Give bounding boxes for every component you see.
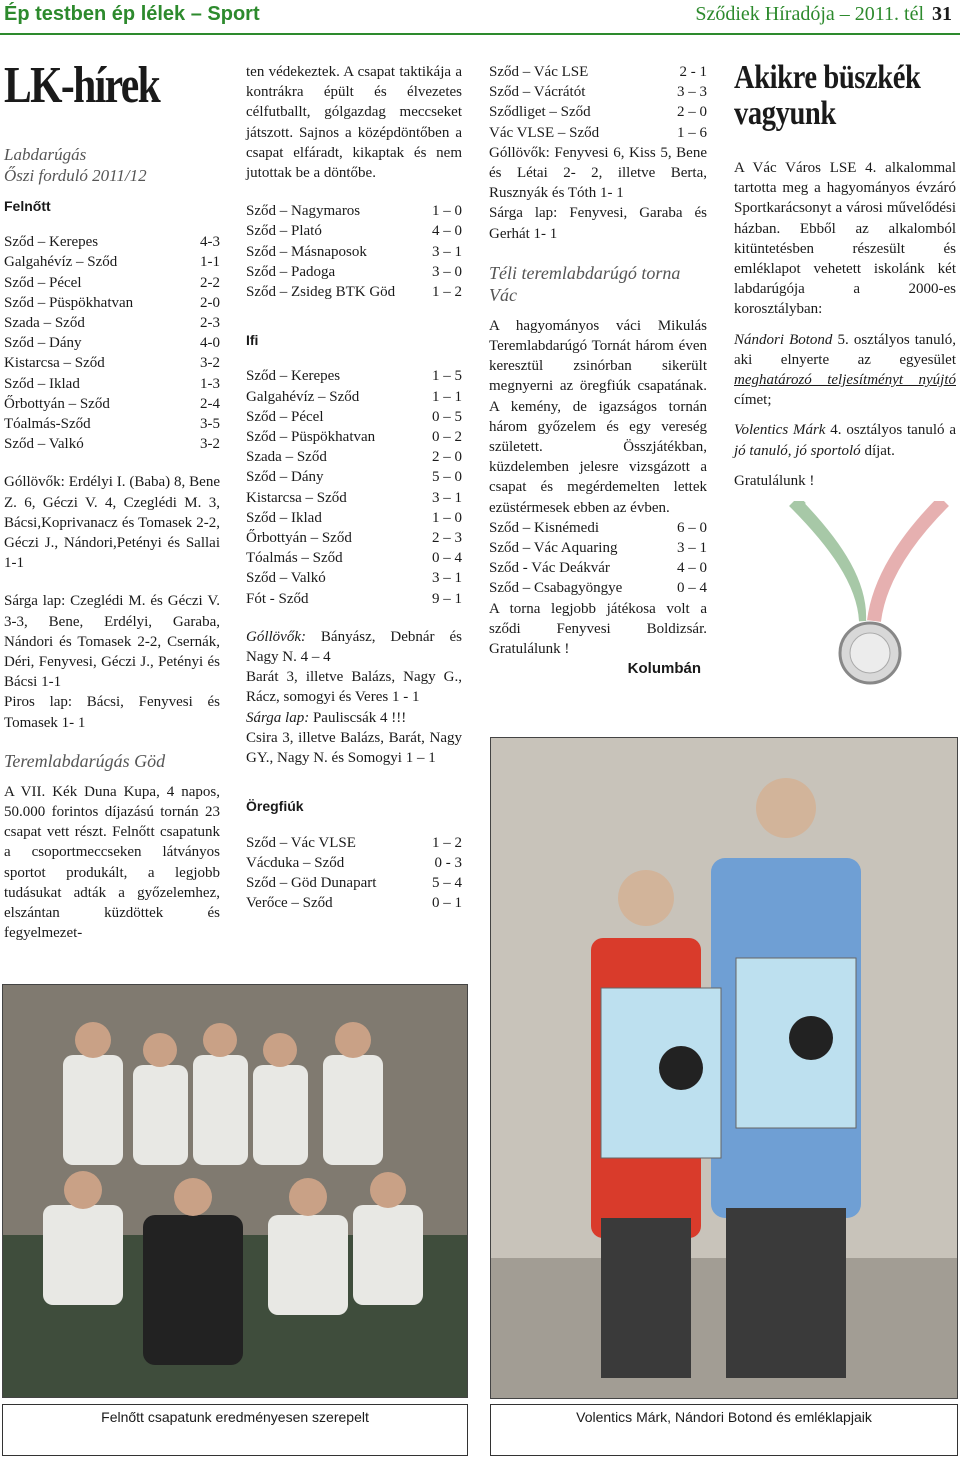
result-row	[246, 427, 462, 447]
adult-scorers: Góllövők: Erdélyi I. (Baba) 8, Bene Z. 6, Géczi V. 4, Czeglédi M. 3, Bácsi,Koprivanacz és Tomasek 2-2, Géczi J., Nándori,Petényi és Sallai 1-1	[4, 474, 220, 572]
result-row	[489, 102, 707, 122]
result-row	[4, 394, 220, 414]
result-score: 1 – 1	[432, 388, 462, 405]
result-score: 9 – 1	[432, 590, 462, 607]
result-row	[246, 467, 462, 487]
team-photo	[2, 984, 468, 1398]
result-match: Kistarcsa – Sződ	[246, 489, 347, 506]
result-match: Vác VLSE – Sződ	[489, 124, 600, 141]
result-score: 3-5	[200, 416, 220, 433]
indoor-title: Teremlabdarúgás Göd	[4, 750, 166, 771]
result-score: 5 – 4	[432, 874, 462, 891]
result-match: Őrbottyán – Sződ	[4, 395, 110, 412]
result-match: Sződ – Zsideg BTK Göd	[246, 284, 396, 301]
result-match: Sződ – Kerepes	[246, 368, 341, 385]
article-title: LK-hírek	[4, 57, 160, 114]
result-row	[4, 333, 220, 353]
result-score: 3-2	[200, 436, 220, 453]
result-match: Sződ – Iklad	[4, 375, 80, 392]
result-score: 0 – 2	[432, 429, 462, 446]
result-match: Sződ – Vác LSE	[489, 64, 589, 80]
adult-red-cards: Piros lap: Bácsi, Fenyvesi és Tomasek 1- 1	[4, 694, 220, 731]
result-match: Sződ – Nagymaros	[246, 203, 361, 220]
ifi-yellow-2: Csira 3, illetve Balázs, Barát, Nagy GY., Nagy N. és Somogyi 1 – 1	[246, 729, 462, 767]
old-boys-yellow: Sárga lap: Fenyvesi, Garaba és Gerhát 1- 1	[489, 205, 707, 242]
result-match: Sződ – Vácrátót	[489, 84, 586, 101]
result-row	[246, 853, 462, 873]
caption-team-photo: Felnőtt csapatunk eredményesen szerepelt	[2, 1404, 468, 1456]
result-score: 3 – 1	[432, 243, 462, 260]
old-boys-results-cont	[489, 62, 707, 143]
result-score: 2 – 3	[432, 530, 462, 547]
tournament-text: A hagyományos váci Mikulás Teremlabdarúgó Tornát három éven keresztül zsinórban sikerült megnyerni az öregfiúk csapatának. A kemény, de igazságos tornán három győzelem és egy vereség született. Összjátékban, küzdelemben jelesre vizsgázott a csapat és megérdemelten lettek ezüstérmesek ebben az évben.	[489, 317, 707, 516]
publication-title: Sződiek Híradója – 2011. tél	[695, 3, 924, 25]
result-score: 2 – 0	[677, 104, 707, 121]
result-match: Tóalmás – Sződ	[246, 550, 343, 567]
old-boys-results-list	[246, 833, 462, 914]
result-match: Sződ – Kerepes	[4, 234, 99, 251]
result-match: Galgahévíz – Sződ	[4, 254, 118, 271]
result-score: 4-0	[200, 335, 220, 352]
caption-award-photo: Volentics Márk, Nándori Botond és emléklapjaik	[490, 1404, 958, 1456]
result-row	[246, 387, 462, 407]
section-adult: Felnőtt	[4, 198, 51, 214]
indoor-text: A VII. Kék Duna Kupa, 4 napos, 50.000 forintos díjazású tornán 23 csapat vett részt. Felnőtt csapatunk a csoportmeccseken látványos sportot produkált, a legjobb tudásukat adták a győzelemhez, elszántan küzdöttek és fegyelmezet-	[4, 783, 220, 942]
result-row	[4, 313, 220, 333]
result-row	[4, 252, 220, 272]
result-score: 0 – 1	[432, 895, 462, 912]
result-match: Galgahévíz – Sződ	[246, 388, 360, 405]
award-photo	[490, 737, 958, 1399]
old-boys-scorers: Góllövők: Fenyvesi 6, Kiss 5, Bene és Létai 2- 2, illetve Berta, Rusznyák és Tóth 1- 1	[489, 144, 707, 202]
result-score: 1 – 2	[432, 284, 462, 301]
result-match: Sződ – Pécel	[246, 408, 324, 425]
result-match: Sződ – Vác VLSE	[246, 834, 356, 851]
result-score: 1 – 2	[432, 834, 462, 851]
tournament-results-list	[489, 518, 707, 599]
proud-title	[734, 60, 920, 132]
result-score: 2 - 1	[679, 64, 707, 80]
result-score: 2-2	[200, 274, 220, 291]
result-score: 2-0	[200, 294, 220, 311]
result-match: Sződ – Plató	[246, 223, 322, 240]
result-match: Sződ – Dány	[246, 469, 324, 486]
result-match: Sződ – Pécel	[4, 274, 82, 291]
ifi-scorers-2: Barát 3, illetve Balázs, Nagy G., Rácz, somogyi és Veres 1 - 1	[246, 669, 462, 706]
award-nandori	[734, 330, 956, 411]
result-match: Kistarcsa – Sződ	[4, 355, 105, 372]
column-1	[4, 58, 220, 944]
result-score: 3-2	[200, 355, 220, 372]
nandori-text-1: 5. osztályos tanuló, aki elnyerte az egyesület	[734, 331, 956, 368]
indoor-continued: ten védekeztek. A csapat taktikája a kontrákra épült és élvezetes célfutballt, gólgazdag meccseket játszott. Sajnos a középdöntőben a csapat elfáradt, kikaptak és nem jutottak be a döntőbe.	[246, 64, 462, 182]
result-row	[489, 82, 707, 102]
adult-results-list	[4, 232, 220, 454]
result-match: Sződ – Göd Dunapart	[246, 874, 377, 891]
result-score: 1 – 0	[432, 203, 462, 220]
proud-title-line1: Akikre büszkék	[734, 59, 921, 96]
result-score: 0 – 4	[677, 580, 707, 597]
result-match: Sződ – Valkó	[246, 570, 326, 587]
best-player: A torna legjobb játékosa volt a sződi Fenyvesi Boldizsár. Gratulálunk !	[489, 600, 707, 658]
result-row	[246, 568, 462, 588]
volentics-text-2: díjat.	[860, 442, 895, 459]
result-row	[489, 578, 707, 598]
result-match: Sződ – Püspökhatvan	[4, 294, 134, 311]
column-4	[734, 60, 956, 707]
column-3	[489, 62, 707, 679]
ifi-yellow-text: Pauliscsák 4 !!!	[309, 709, 407, 726]
result-score: 3 – 1	[677, 540, 707, 557]
result-score: 1-1	[200, 254, 220, 271]
subtitle-round: Őszi forduló 2011/12	[4, 166, 147, 185]
result-row	[246, 366, 462, 386]
result-row	[489, 62, 707, 82]
volentics-name: Volentics Márk	[734, 422, 826, 439]
result-row	[246, 528, 462, 548]
result-match: Sződ – Kisnémedi	[489, 519, 599, 536]
result-score: 1-3	[200, 375, 220, 392]
result-score: 2 – 0	[432, 449, 462, 466]
result-row	[246, 262, 462, 282]
award-volentics	[734, 420, 956, 460]
medal-ribbon-icon	[774, 501, 960, 701]
result-row	[246, 201, 462, 221]
result-score: 2-4	[200, 395, 220, 412]
result-match: Tóalmás-Sződ	[4, 416, 91, 433]
result-row	[489, 558, 707, 578]
result-match: Szada – Sződ	[4, 315, 85, 332]
result-row	[246, 407, 462, 427]
result-row	[4, 293, 220, 313]
result-score: 1 – 5	[432, 368, 462, 385]
result-match: Vácduka – Sződ	[246, 854, 345, 871]
result-row	[4, 353, 220, 373]
ifi-scorers-label: Góllövők:	[246, 628, 306, 645]
result-row	[489, 518, 707, 538]
congrats: Gratulálunk !	[734, 472, 815, 489]
result-score: 1 – 0	[432, 509, 462, 526]
result-score: 4-3	[200, 234, 220, 251]
result-score: 3 – 0	[432, 263, 462, 280]
result-row	[246, 242, 462, 262]
result-match: Sződ - Vác Deákvár	[489, 560, 610, 577]
section-old-boys: Öregfiúk	[246, 798, 304, 815]
result-score: 6 – 0	[677, 519, 707, 536]
result-row	[246, 447, 462, 467]
ifi-scorers	[246, 627, 462, 667]
result-row	[4, 232, 220, 252]
result-row	[246, 873, 462, 893]
result-score: 4 – 0	[432, 223, 462, 240]
nandori-name: Nándori Botond	[734, 331, 833, 348]
ifi-scorers-text: Bányász, Debnár és Nagy N. 4 – 4	[246, 628, 462, 666]
nandori-text-2: címet;	[734, 392, 772, 409]
column-2	[246, 62, 462, 913]
section-header: Ép testben ép lélek – Sport	[4, 3, 260, 25]
nandori-award: meghatározó teljesítményt nyújtó	[734, 372, 956, 389]
result-score: 4 – 0	[677, 560, 707, 577]
result-match: Sződ – Padoga	[246, 263, 336, 280]
result-row	[4, 273, 220, 293]
indoor-results-list	[246, 201, 462, 302]
proud-intro: A Vác Város LSE 4. alkalommal tartotta meg a hagyományos évzáró Sportkarácsonyt a városi művelődési házban. Ebből az alkalomból kitüntetésben részesült és emléklapot vehetett iskolánk két labdarúgója a 2000-es korosztályban:	[734, 160, 956, 318]
result-score: 3 – 3	[677, 84, 707, 101]
publication-header	[695, 3, 952, 26]
result-score: 3 – 1	[432, 570, 462, 587]
result-score: 5 – 0	[432, 469, 462, 486]
adult-yellow-cards: Sárga lap: Czeglédi M. és Géczi V. 3-3, Bene, Erdélyi, Garaba, Nándori és Tomasek 2-2, Csernák, Déri, Fenyvesi, Géczi J., Petényi és Bácsi 1-1	[4, 593, 220, 691]
result-score: 0 - 3	[434, 854, 462, 871]
result-match: Sződ – Dány	[4, 335, 82, 352]
header-rule	[0, 33, 960, 35]
result-row	[4, 414, 220, 434]
author: Kolumbán	[627, 660, 701, 678]
result-row	[246, 282, 462, 302]
page-number: 31	[932, 3, 952, 25]
result-row	[246, 508, 462, 528]
result-row	[246, 488, 462, 508]
tournament-title: Téli teremlabdarúgó torna Vác	[489, 262, 681, 305]
section-ifi: Ifi	[246, 332, 259, 349]
result-match: Sződ – Csabagyöngye	[489, 580, 623, 597]
result-score: 0 – 5	[432, 408, 462, 425]
result-match: Sződ – Másnaposok	[246, 243, 367, 260]
result-row	[246, 548, 462, 568]
result-match: Verőce – Sződ	[246, 895, 333, 912]
result-match: Sződ – Püspökhatvan	[246, 429, 376, 446]
result-score: 1 – 6	[677, 124, 707, 141]
result-row	[246, 221, 462, 241]
result-match: Sződliget – Sződ	[489, 104, 591, 121]
ifi-yellow-label: Sárga lap:	[246, 709, 310, 726]
result-row	[489, 538, 707, 558]
result-score: 0 – 4	[432, 550, 462, 567]
result-row	[4, 374, 220, 394]
result-row	[246, 589, 462, 609]
result-score: 3 – 1	[432, 489, 462, 506]
result-row	[4, 434, 220, 454]
ifi-yellow	[246, 708, 462, 728]
result-row	[246, 833, 462, 853]
volentics-text-1: 4. osztályos tanuló a	[825, 422, 956, 439]
proud-title-line2: vagyunk	[734, 95, 836, 132]
volentics-award: jó tanuló, jó sportoló	[734, 442, 861, 459]
result-match: Szada – Sződ	[246, 449, 327, 466]
result-match: Fót - Sződ	[246, 590, 309, 607]
result-match: Sződ – Iklad	[246, 509, 322, 526]
result-match: Sződ – Valkó	[4, 436, 84, 453]
result-score: 2-3	[200, 315, 220, 332]
result-match: Őrbottyán – Sződ	[246, 530, 352, 547]
ifi-results-list	[246, 366, 462, 608]
subtitle-sport: Labdarúgás	[4, 145, 87, 164]
result-row	[489, 123, 707, 143]
result-match: Sződ – Vác Aquaring	[489, 540, 618, 557]
result-row	[246, 893, 462, 913]
